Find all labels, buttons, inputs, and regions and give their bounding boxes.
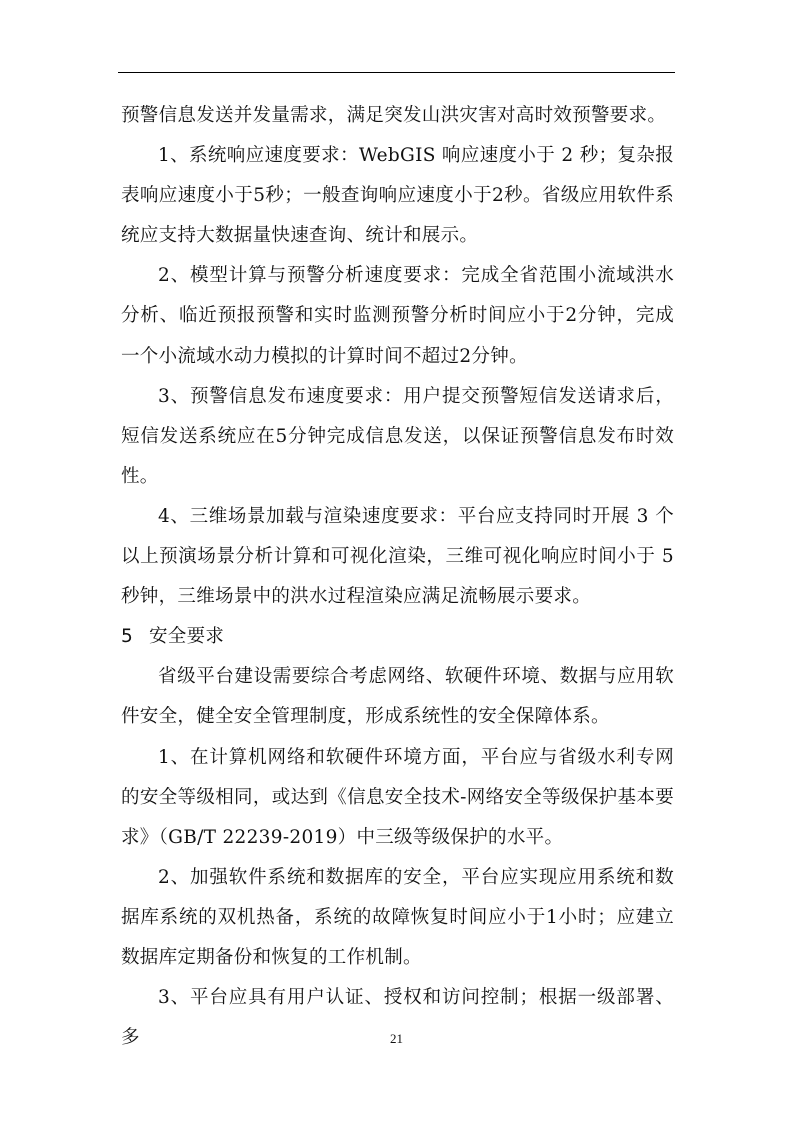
requirement-3d-rendering: 4、三维场景加载与渲染速度要求：平台应支持同时开展 3 个以上预演场景分析计算和可视化渲染，三维可视化响应时间小于 5 秒钟，三维场景中的洪水过程渲染应满足流畅展示要求。	[121, 505, 674, 608]
security-network: 1、在计算机网络和软硬件环境方面，平台应与省级水利专网的安全等级相同，或达到《信息安全技术-网络安全等级保护基本要求》（GB/T 22239-2019）中三级等级保护的水平。	[121, 746, 674, 848]
security-database: 2、加强软件系统和数据库的安全，平台应实现应用系统和数据库系统的双机热备，系统的故障恢复时间应小于1小时；应建立数据库定期备份和恢复的工作机制。	[121, 866, 674, 968]
requirement-alert-publish: 3、预警信息发布速度要求：用户提交预警短信发送请求后，短信发送系统应在5分钟完成信息发送，以保证预警信息发布时效性。	[121, 385, 674, 487]
security-intro: 省级平台建设需要综合考虑网络、软硬件环境、数据与应用软件安全，健全安全管理制度，形成系统性的安全保障体系。	[121, 666, 674, 728]
header-rule	[118, 72, 675, 73]
section-title: 安全要求	[149, 626, 225, 648]
section-number: 5	[121, 626, 134, 648]
security-access-control: 3、平台应具有用户认证、授权和访问控制；根据一级部署、多	[121, 987, 674, 1049]
requirement-model-speed: 2、模型计算与预警分析速度要求：完成全省范围小流域洪水分析、临近预报预警和实时监测预警分析时间应小于2分钟，完成一个小流域水动力模拟的计算时间不超过2分钟。	[121, 265, 674, 367]
continued-paragraph: 预警信息发送并发量需求，满足突发山洪灾害对高时效预警要求。	[121, 105, 667, 126]
requirement-web-response: 1、系统响应速度要求：WebGIS 响应速度小于 2 秒；复杂报表响应速度小于5秒；一般查询响应速度小于2秒。省级应用软件系统应支持大数据量快速查询、统计和展示。	[121, 145, 674, 247]
section-heading	[121, 617, 674, 657]
document-body	[121, 96, 674, 1058]
page-number: 21	[390, 1031, 403, 1046]
